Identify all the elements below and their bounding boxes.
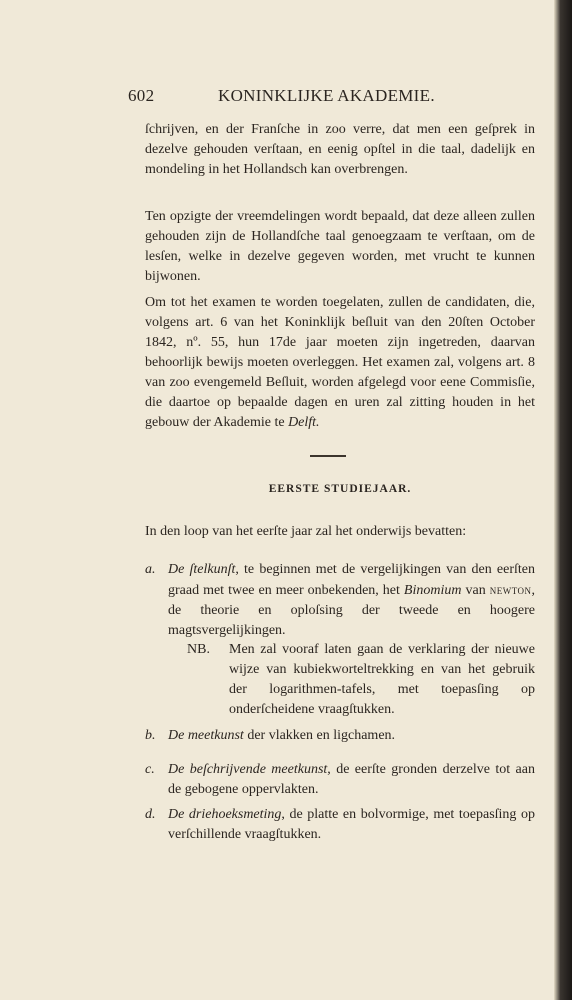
term: Binomium	[403, 583, 462, 598]
list-item-text: , te beginnen met de vergelijkingen van den eerſten graad met twee en meer onbekenden, het	[168, 562, 535, 598]
list-marker: d.	[145, 807, 156, 822]
list-marker: b.	[145, 728, 156, 743]
paragraph-2	[145, 207, 535, 287]
section-intro	[145, 522, 535, 542]
section-intro-text: In den loop van het eerſte jaar zal het onderwijs bevatten:	[145, 524, 467, 539]
list-item-body	[168, 726, 535, 746]
paragraph-2-text: Ten opzigte der vreemdelingen wordt bepaald, dat deze alleen zullen gehouden zijn de Hollandſche taal genoegzaam te verſtaan, om de lesſen, welke in dezelve gegeven worden, met vrucht te kunnen bijwonen.	[145, 209, 535, 284]
list-item-text: , de eerſte gronden derzelve tot aan de gebogene oppervlakten.	[168, 762, 535, 797]
section-title: EERSTE STUDIEJAAR.	[268, 483, 412, 495]
list-item-text: , de theorie en oploſsing der tweede en hoogere magtsvergelijkingen.	[168, 583, 536, 638]
paragraph-3-text: Om tot het examen te worden toegelaten, zullen de candidaten, die, volgens art. 6 van het Koninklijk beſluit van den 20ſten October 1842, nº. 55, hun 17de jaar moeten zijn ingetreden, daarvan behoorlijk bewijs moeten overleggen. Het examen zal, volgens art. 8 van zoo evengemeld Beſluit, worden afgelegd voor eene Commisſie, die daartoe op bepaalde dagen en uren zal zitting houden in het gebouw der Akademie te	[145, 295, 535, 430]
term: De meetkunst	[168, 728, 244, 743]
list-item-a	[145, 560, 535, 641]
list-item-c	[145, 760, 535, 800]
nb-text: Men zal vooraf laten gaan de verklaring der nieuwe wijze van kubiekworteltrekking en van het gebruik der logarithmen-tafels, met toepasſing op onderſcheidene vraagſtukken.	[229, 642, 535, 717]
section-divider	[310, 455, 346, 457]
term: De driehoeksmeting	[168, 807, 282, 822]
list-item-body	[168, 805, 535, 845]
list-item-text: , de platte en bolvormige, met toepasſing op verſchillende vraagſtukken.	[168, 807, 535, 842]
running-title: KONINKLIJKE AKADEMIE.	[218, 86, 435, 105]
list-item-text: der vlakken en ligchamen.	[247, 728, 396, 743]
list-marker: a.	[145, 562, 156, 577]
nb-label: NB.	[187, 642, 210, 657]
list-item-text: van	[465, 583, 486, 598]
list-item-body	[168, 760, 535, 800]
list-marker: c.	[145, 762, 155, 777]
place-name: Delft.	[288, 415, 320, 430]
list-item-body	[168, 560, 535, 641]
running-header	[128, 86, 438, 106]
person-name: newton	[489, 583, 532, 597]
paragraph-1-text: ſchrijven, en der Franſche in zoo verre, dat men een geſprek in dezelve gehouden verſtaan, en eenig opſtel in die taal, dadelijk en mondeling in het Hollandsch kan overbrengen.	[145, 122, 535, 177]
list-item-b	[145, 726, 535, 746]
page-number: 602	[128, 86, 155, 105]
paragraph-1	[145, 120, 535, 180]
paragraph-3	[145, 293, 535, 433]
nota-bene	[187, 640, 535, 720]
list-item-d	[145, 805, 535, 845]
term: De ſtelkunſt	[168, 562, 236, 577]
term: De beſchrijvende meetkunst	[168, 762, 328, 777]
paragraph-3-text-wrapper	[145, 293, 535, 433]
book-spine-edge	[554, 0, 572, 1000]
